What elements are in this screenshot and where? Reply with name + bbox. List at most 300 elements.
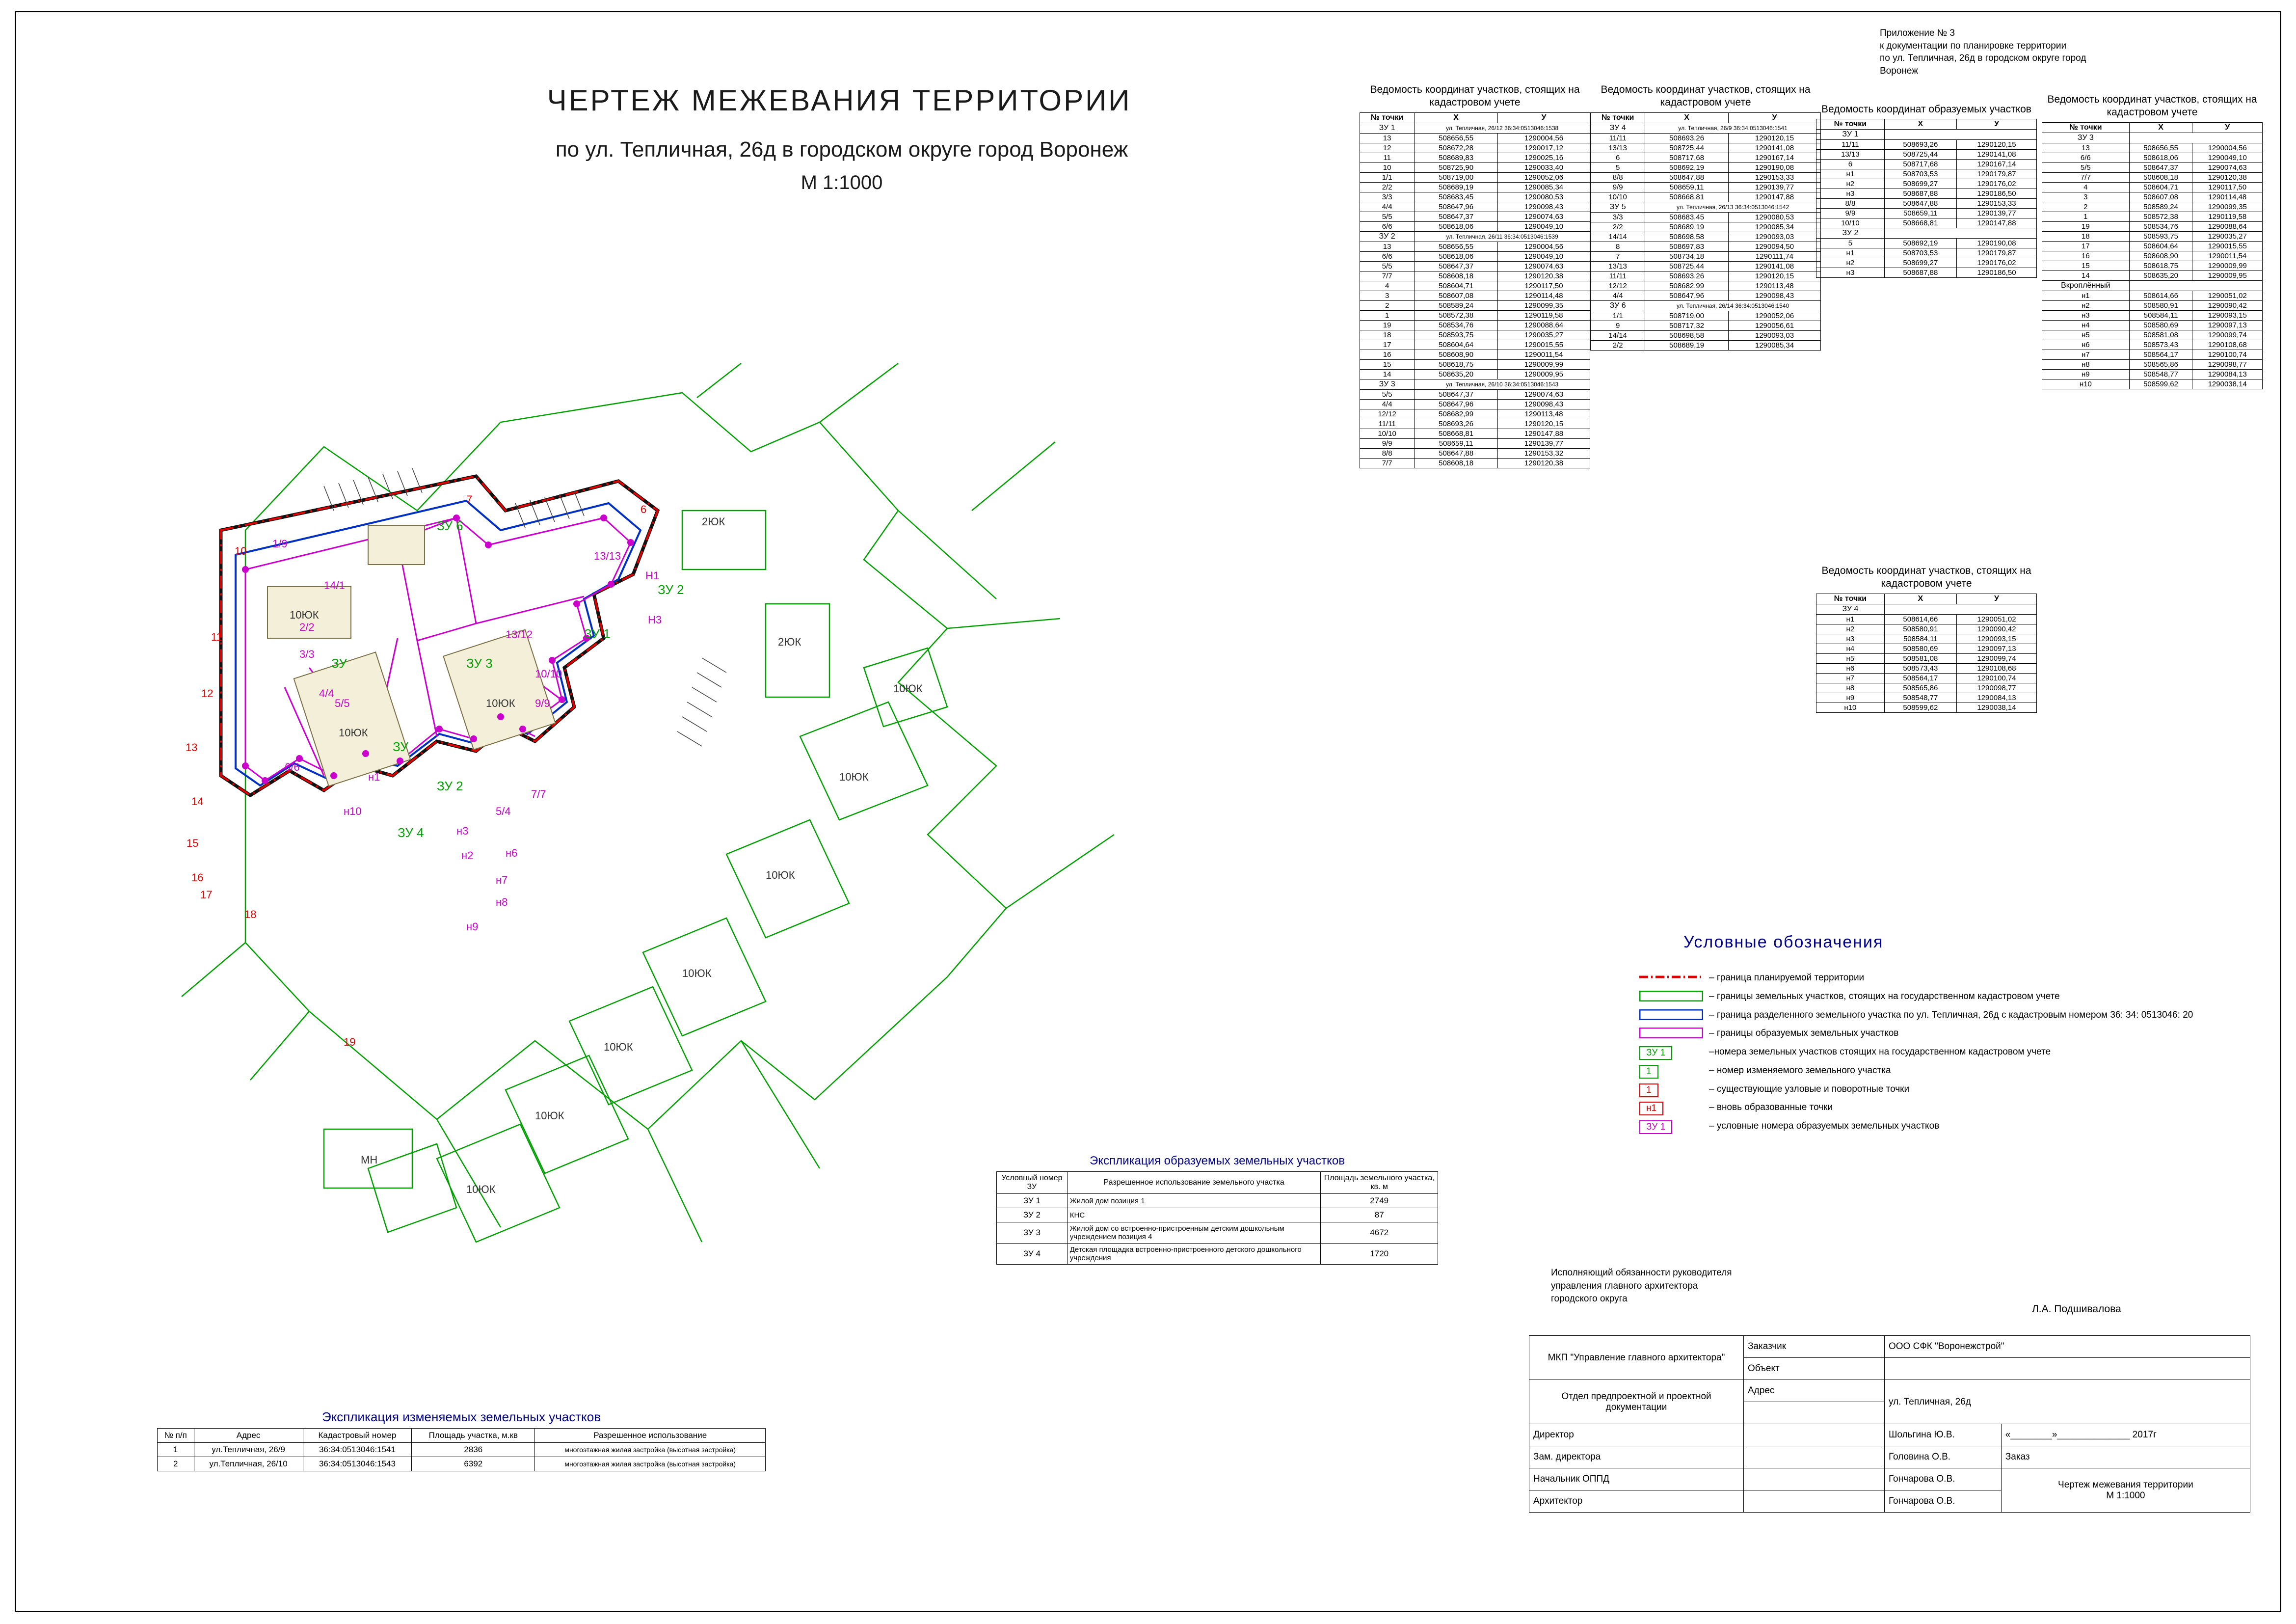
- coord-header-row: [1591, 112, 1821, 123]
- coord-cell: 508608,18: [1415, 458, 1498, 468]
- coord-cell: 508635,20: [2129, 271, 2192, 280]
- coord-cell: 1290004,56: [1498, 133, 1590, 143]
- legend-item: [1639, 1120, 2258, 1132]
- coord-cell: н4: [2042, 320, 2130, 330]
- coord-header-cell: У: [1498, 112, 1590, 123]
- coord-cell: 12/12: [1591, 281, 1645, 291]
- stamp-sheet-title-2: М 1:1000: [2106, 1490, 2145, 1501]
- page-title: ЧЕРТЕЖ МЕЖЕВАНИЯ ТЕРРИТОРИИ: [547, 84, 1132, 117]
- coord-group-label: ЗУ 1: [1360, 123, 1415, 133]
- map-node-label: н9: [466, 920, 479, 933]
- formed-cell: 2749: [1321, 1194, 1438, 1208]
- coord-cell: 508589,24: [2129, 202, 2192, 212]
- coord-table-block-2: [1590, 83, 1821, 351]
- building-label: 10ЮК: [839, 771, 869, 783]
- coord-cell: 1290120,38: [2192, 172, 2263, 182]
- formed-cell: ЗУ 3: [997, 1222, 1068, 1244]
- legend-item: [1639, 1009, 2258, 1021]
- coord-cell: 1/1: [1360, 172, 1415, 182]
- coord-cell: 1290139,77: [1498, 438, 1590, 448]
- coord-row: [2042, 241, 2263, 251]
- coord-cell: 1290085,34: [1498, 182, 1590, 192]
- cadastral-green-boundaries: [182, 363, 1114, 1242]
- coord-cell: 508682,99: [1415, 409, 1498, 419]
- coord-cell: 1290088,64: [2192, 221, 2263, 231]
- coord-row: [1360, 399, 1590, 409]
- map-point-label: 14: [191, 795, 204, 808]
- coord-cell: 508647,96: [1415, 202, 1498, 212]
- coord-cell: 13: [2042, 143, 2130, 153]
- legend-item-label: – граница планируемой территории: [1709, 973, 1865, 983]
- coord-cell: 508719,00: [1645, 311, 1729, 321]
- coord-group-label: ЗУ 3: [2042, 133, 2130, 143]
- coord-group-label: ЗУ 5: [1591, 202, 1645, 212]
- coord-cell: 9/9: [1591, 182, 1645, 192]
- map-point-label: 10: [235, 545, 247, 557]
- coord-cell: 1290113,48: [1728, 281, 1820, 291]
- coord-cell: 508608,90: [2129, 251, 2192, 261]
- stamp-role-0: Директор: [1529, 1424, 1744, 1446]
- coord-cell: 1290120,15: [1728, 271, 1820, 281]
- coord-cell: 13: [1360, 242, 1415, 251]
- coord-cell: 6: [1816, 160, 1885, 169]
- coord-cell: н3: [1816, 268, 1885, 278]
- coord-group-sub: ул. Тепличная, 26/12 36:34:0513046:1538: [1415, 123, 1590, 133]
- coord-cell: 1290074,63: [1498, 212, 1590, 221]
- coord-row: [1360, 162, 1590, 172]
- appendix-line-1: Приложение № 3: [1880, 28, 1955, 38]
- coord-cell: 1290074,63: [2192, 162, 2263, 172]
- building-label: 2ЮК: [702, 515, 725, 528]
- changed-header-cell: № п/п: [158, 1428, 194, 1442]
- map-node-label: 3/3: [299, 648, 315, 660]
- coord-cell: н8: [1816, 683, 1885, 693]
- coord-row: [1591, 321, 1821, 330]
- coord-row: [1591, 291, 1821, 300]
- coord-header-cell: У: [1956, 119, 2036, 130]
- coord-cell: н1: [1816, 169, 1885, 179]
- coord-cell: 1290085,34: [1728, 340, 1820, 350]
- coord-cell: 1290147,88: [1728, 192, 1820, 202]
- coord-cell: 10/10: [1360, 429, 1415, 438]
- stamp-name-1: Головина О.В.: [1885, 1446, 2002, 1468]
- coord-table: [1360, 112, 1590, 468]
- map-node-label: 4/4: [319, 687, 334, 700]
- coord-cell: 1290186,50: [1956, 268, 2036, 278]
- legend-item: [1639, 1083, 2258, 1095]
- coord-row: [1360, 281, 1590, 291]
- formed-header-cell: Условный номер ЗУ: [997, 1172, 1068, 1194]
- coord-row: [1360, 261, 1590, 271]
- map-node-label: 6/6: [285, 761, 300, 773]
- coord-row: [1816, 634, 2037, 644]
- map-node-label: н2: [461, 849, 474, 862]
- coord-row: [1360, 192, 1590, 202]
- coord-row: [2042, 300, 2263, 310]
- coord-row: [1816, 140, 2037, 150]
- coord-group-sub: [1884, 604, 2036, 614]
- coord-cell: 508618,06: [1415, 251, 1498, 261]
- coord-cell: 508573,43: [2129, 340, 2192, 350]
- coord-cell: 1290049,10: [2192, 153, 2263, 162]
- coord-row: [1591, 232, 1821, 242]
- formed-cell: ЗУ 4: [997, 1244, 1068, 1265]
- coord-cell: 17: [1360, 340, 1415, 350]
- coord-cell: 508608,18: [2129, 172, 2192, 182]
- coord-cell: 508717,68: [1884, 160, 1956, 169]
- coord-cell: 508618,06: [2129, 153, 2192, 162]
- map-node-label: 5/4: [496, 805, 511, 817]
- coord-row: [1816, 150, 2037, 160]
- coord-row: [1360, 359, 1590, 369]
- formed-cell: 87: [1321, 1208, 1438, 1222]
- page-scale: М 1:1000: [801, 172, 883, 193]
- coord-cell: 1290035,27: [2192, 231, 2263, 241]
- page-subtitle: по ул. Тепличная, 26д в городском округе город Воронеж: [555, 137, 1128, 162]
- coord-cell: 8: [1591, 242, 1645, 251]
- coord-cell: 1290099,74: [2192, 330, 2263, 340]
- coord-cell: 508565,86: [1884, 683, 1956, 693]
- coord-cell: н8: [2042, 359, 2130, 369]
- coord-cell: 508683,45: [1415, 192, 1498, 202]
- appendix-line-2: к документации по планировке территории: [1880, 40, 2067, 51]
- coord-block-title: Ведомость координат участков, стоящих на кадастровом учете: [1370, 84, 1580, 108]
- coord-cell: 1290100,74: [2192, 350, 2263, 359]
- coord-group-sub: ул. Тепличная, 26/11 36:34:0513046:1539: [1415, 231, 1590, 242]
- coord-cell: 1/1: [1591, 311, 1645, 321]
- coord-row: [1360, 271, 1590, 281]
- coord-row: [1816, 189, 2037, 199]
- coord-row: [1816, 248, 2037, 258]
- appendix-line-4: Воронеж: [1880, 65, 1918, 76]
- coord-table: [1816, 119, 2037, 278]
- changed-cell: 36:34:0513046:1541: [303, 1442, 412, 1457]
- changed-header-cell: Площадь участка, м.кв: [412, 1428, 535, 1442]
- coord-cell: 508607,08: [1415, 291, 1498, 300]
- coord-group-label: ЗУ 4: [1816, 604, 1885, 614]
- coord-cell: 1290052,06: [1498, 172, 1590, 182]
- coord-table-block-3: [1816, 103, 2037, 278]
- map-node-label: 9/9: [535, 697, 550, 709]
- coord-cell: н6: [2042, 340, 2130, 350]
- coord-cell: 1290190,08: [1956, 239, 2036, 248]
- coord-cell: 15: [1360, 359, 1415, 369]
- coord-cell: 11/11: [1816, 140, 1885, 150]
- map-node-label: н6: [506, 847, 518, 859]
- coord-block-title: Ведомость координат участков, стоящих на кадастровом учете: [1601, 84, 1811, 108]
- coord-cell: 14: [2042, 271, 2130, 280]
- legend-item-label: – существующие узловые и поворотные точки: [1709, 1083, 1910, 1094]
- coord-header-cell: № точки: [1816, 119, 1885, 130]
- legend-item: [1639, 991, 2258, 1002]
- coord-row: [2042, 359, 2263, 369]
- coord-row: [1360, 242, 1590, 251]
- coord-cell: 508689,19: [1645, 222, 1729, 232]
- coord-row: [1360, 133, 1590, 143]
- coord-row: [2042, 212, 2263, 221]
- coord-cell: 1290099,35: [1498, 300, 1590, 310]
- coord-cell: 508703,53: [1884, 248, 1956, 258]
- coord-row: [2042, 271, 2263, 280]
- formed-header-cell: Площадь земельного участка, кв. м: [1321, 1172, 1438, 1194]
- coord-cell: 1290179,87: [1956, 248, 2036, 258]
- coord-cell: 508647,96: [1645, 291, 1729, 300]
- coord-row: [2042, 320, 2263, 330]
- coord-group-row: [1591, 202, 1821, 212]
- coord-cell: 1290098,77: [1956, 683, 2036, 693]
- coord-cell: 16: [1360, 350, 1415, 359]
- coord-row: [1591, 251, 1821, 261]
- coord-cell: 1290088,64: [1498, 320, 1590, 330]
- coord-cell: 1290093,15: [1956, 634, 2036, 644]
- signature-line-1: Исполняющий обязанности руководителя: [1551, 1268, 1732, 1278]
- coord-row: [2042, 162, 2263, 172]
- coord-group-row: [2042, 280, 2263, 291]
- changed-cell: 6392: [412, 1457, 535, 1471]
- coord-row: [1360, 310, 1590, 320]
- coord-cell: 1290120,15: [1498, 419, 1590, 429]
- legend-symbol-tag-magenta-icon: ЗУ 1: [1639, 1120, 1703, 1131]
- coord-cell: 1290084,13: [1956, 693, 2036, 703]
- coord-cell: 18: [1360, 330, 1415, 340]
- coord-cell: 1: [2042, 212, 2130, 221]
- coord-cell: 1290080,53: [1728, 212, 1820, 222]
- map-node-label: н3: [456, 825, 469, 837]
- table-row: [158, 1457, 766, 1471]
- coord-row: [1816, 218, 2037, 228]
- coord-row: [1816, 663, 2037, 673]
- coord-cell: 8/8: [1360, 448, 1415, 458]
- coord-row: [1360, 300, 1590, 310]
- coord-row: [1360, 143, 1590, 153]
- coord-cell: 1290009,95: [2192, 271, 2263, 280]
- coord-row: [2042, 202, 2263, 212]
- stamp-name-2: Гончарова О.В.: [1885, 1468, 2002, 1490]
- coord-cell: 1290114,48: [1498, 291, 1590, 300]
- coord-cell: 1290139,77: [1956, 209, 2036, 218]
- coord-cell: 1290167,14: [1728, 153, 1820, 162]
- coord-cell: 6/6: [1360, 221, 1415, 231]
- coord-cell: 1290074,63: [1498, 261, 1590, 271]
- coord-cell: 1290004,56: [2192, 143, 2263, 153]
- coord-block-title: Ведомость координат участков, стоящих на кадастровом учете: [2047, 94, 2257, 118]
- changed-header-cell: Кадастровый номер: [303, 1428, 412, 1442]
- coord-cell: 1290111,74: [1728, 251, 1820, 261]
- map-node-label: 5/5: [335, 697, 350, 709]
- map-point-label: 11: [211, 631, 222, 643]
- coord-cell: 508656,55: [2129, 143, 2192, 153]
- coord-cell: 19: [2042, 221, 2130, 231]
- coord-cell: 508604,71: [1415, 281, 1498, 291]
- map-zu-label: ЗУ: [393, 739, 408, 754]
- coord-cell: 508656,55: [1415, 242, 1498, 251]
- coord-cell: 1290015,55: [1498, 340, 1590, 350]
- coord-cell: 508647,88: [1645, 172, 1729, 182]
- coord-cell: 508703,53: [1884, 169, 1956, 179]
- map-point-label: 13: [186, 741, 198, 754]
- building-label: 10ЮК: [766, 869, 795, 881]
- coord-cell: 4: [1360, 281, 1415, 291]
- coord-cell: 508647,37: [1415, 212, 1498, 221]
- coord-cell: 1290098,77: [2192, 359, 2263, 369]
- coord-cell: 508683,45: [1645, 212, 1729, 222]
- coord-cell: 508618,75: [1415, 359, 1498, 369]
- coord-cell: 508693,26: [1645, 271, 1729, 281]
- coord-cell: 13/13: [1816, 150, 1885, 160]
- stamp-address: ул. Тепличная, 26д: [1885, 1380, 2250, 1424]
- stamp-role-3: Архитектор: [1529, 1490, 1744, 1513]
- coord-row: [2042, 153, 2263, 162]
- building-label: 10ЮК: [290, 609, 319, 621]
- coord-group-sub: [1884, 130, 2036, 140]
- coord-group-sub: ул. Тепличная, 26/10 36:34:0513046:1543: [1415, 379, 1590, 389]
- coord-cell: 1290098,43: [1498, 399, 1590, 409]
- coord-cell: 508614,66: [2129, 291, 2192, 300]
- coord-cell: 1290038,14: [1956, 703, 2036, 712]
- coord-cell: 508580,69: [1884, 644, 1956, 653]
- stamp-role-2: Начальник ОППД: [1529, 1468, 1744, 1490]
- map-node-label: н7: [496, 874, 508, 886]
- table-row: [997, 1222, 1438, 1244]
- coord-group-sub: [1884, 228, 2036, 239]
- coord-row: [1360, 320, 1590, 330]
- legend-symbol-dashdot-red-icon: [1639, 972, 1703, 983]
- coord-cell: 1290153,32: [1498, 448, 1590, 458]
- coord-row: [2042, 379, 2263, 389]
- map-node-label: Н3: [648, 614, 662, 626]
- coord-cell: 1290049,10: [1498, 251, 1590, 261]
- coord-group-row: [1360, 123, 1590, 133]
- coord-cell: 1290074,63: [1498, 389, 1590, 399]
- stamp-address-pad: [1744, 1402, 1885, 1424]
- coord-row: [1360, 369, 1590, 379]
- coord-row: [1816, 693, 2037, 703]
- changed-header-cell: Адрес: [194, 1428, 303, 1442]
- coord-cell: 508693,26: [1415, 419, 1498, 429]
- coord-row: [1816, 624, 2037, 634]
- formed-explication-title: Экспликация образуемых земельных участков: [1090, 1154, 1345, 1167]
- coord-row: [2042, 221, 2263, 231]
- coord-row: [1591, 212, 1821, 222]
- coord-cell: 4/4: [1591, 291, 1645, 300]
- changed-cell: 2: [158, 1457, 194, 1471]
- coord-group-sub: ул. Тепличная, 26/9 36:34:0513046:1541: [1645, 123, 1821, 133]
- changed-cell: 2836: [412, 1442, 535, 1457]
- coord-cell: 1290038,14: [2192, 379, 2263, 389]
- coord-row: [2042, 182, 2263, 192]
- stamp-customer-label: Заказчик: [1744, 1336, 1885, 1358]
- stamp-right-1: Заказ: [2001, 1446, 2250, 1468]
- coord-cell: н2: [1816, 258, 1885, 268]
- map-point-label: 16: [191, 871, 204, 884]
- stamp-sign-3: [1744, 1490, 1885, 1513]
- map-node-label: 1/9: [272, 538, 288, 550]
- coord-cell: 508581,08: [2129, 330, 2192, 340]
- coord-cell: 1290176,02: [1956, 258, 2036, 268]
- coord-row: [1360, 153, 1590, 162]
- coord-cell: 508580,69: [2129, 320, 2192, 330]
- coord-cell: 508668,81: [1415, 429, 1498, 438]
- signature-line-2: управления главного архитектора: [1551, 1280, 1698, 1291]
- coord-cell: 1290011,54: [2192, 251, 2263, 261]
- changed-explication-table: [157, 1428, 766, 1471]
- coord-cell: 508719,00: [1415, 172, 1498, 182]
- changed-cell: 1: [158, 1442, 194, 1457]
- coord-cell: н5: [1816, 653, 1885, 663]
- stamp-sign-2: [1744, 1468, 1885, 1490]
- coord-row: [2042, 330, 2263, 340]
- coord-row: [1360, 330, 1590, 340]
- coord-row: [1816, 653, 2037, 663]
- formed-cell: ЗУ 1: [997, 1194, 1068, 1208]
- coord-cell: 1290098,43: [1728, 291, 1820, 300]
- coord-header-row: [2042, 122, 2263, 133]
- coord-cell: 5/5: [1360, 389, 1415, 399]
- coord-row: [1360, 409, 1590, 419]
- coord-cell: н1: [2042, 291, 2130, 300]
- coord-cell: 508656,55: [1415, 133, 1498, 143]
- map-node-label: н8: [496, 896, 508, 908]
- coord-cell: 1290009,99: [1498, 359, 1590, 369]
- coord-table-block-4: [1816, 565, 2037, 713]
- coord-row: [1591, 281, 1821, 291]
- coord-cell: н7: [2042, 350, 2130, 359]
- coord-cell: 4/4: [1360, 202, 1415, 212]
- coord-group-label: ЗУ 2: [1816, 228, 1885, 239]
- formed-parcels-explication: [996, 1154, 1438, 1265]
- coord-header-cell: № точки: [2042, 122, 2130, 133]
- coord-cell: 1290147,88: [1956, 218, 2036, 228]
- coord-row: [2042, 231, 2263, 241]
- signature-name: Л.А. Подшивалова: [2032, 1303, 2121, 1315]
- coord-cell: 14/14: [1591, 330, 1645, 340]
- coord-group-row: [1360, 379, 1590, 389]
- coord-row: [1816, 614, 2037, 624]
- coord-cell: 11/11: [1360, 419, 1415, 429]
- coord-block-title: Ведомость координат образуемых участков: [1821, 104, 2031, 115]
- coord-row: [1816, 703, 2037, 712]
- legend-item: [1639, 1046, 2258, 1058]
- coord-row: [2042, 172, 2263, 182]
- coord-cell: 1290015,55: [2192, 241, 2263, 251]
- coord-cell: 1290176,02: [1956, 179, 2036, 189]
- coord-cell: 1290090,42: [2192, 300, 2263, 310]
- coord-cell: 508584,11: [1884, 634, 1956, 644]
- coord-cell: 508725,44: [1645, 261, 1729, 271]
- coord-cell: 508725,90: [1415, 162, 1498, 172]
- coord-cell: 508647,37: [1415, 389, 1498, 399]
- coord-table-block-1: [1360, 83, 1590, 468]
- coord-row: [1816, 160, 2037, 169]
- coord-cell: 7/7: [2042, 172, 2130, 182]
- map-node-label: 7/7: [531, 788, 546, 800]
- coord-cell: 1290113,48: [1498, 409, 1590, 419]
- stamp-name-3: Гончарова О.В.: [1885, 1490, 2002, 1513]
- coord-row: [1360, 419, 1590, 429]
- coord-cell: 1290009,99: [2192, 261, 2263, 271]
- coord-cell: 1290120,15: [1728, 133, 1820, 143]
- changed-cell: ул.Тепличная, 26/9: [194, 1442, 303, 1457]
- coord-header-cell: У: [1728, 112, 1820, 123]
- coord-cell: 3: [1360, 291, 1415, 300]
- coord-row: [1591, 133, 1821, 143]
- coord-cell: 13/13: [1591, 143, 1645, 153]
- changed-cell: многоэтажная жилая застройка (высотная застройка): [535, 1442, 766, 1457]
- map-zu-label: ЗУ: [331, 656, 347, 671]
- title-block-stamp: [1529, 1335, 2250, 1513]
- coord-row: [2042, 192, 2263, 202]
- coord-cell: н9: [1816, 693, 1885, 703]
